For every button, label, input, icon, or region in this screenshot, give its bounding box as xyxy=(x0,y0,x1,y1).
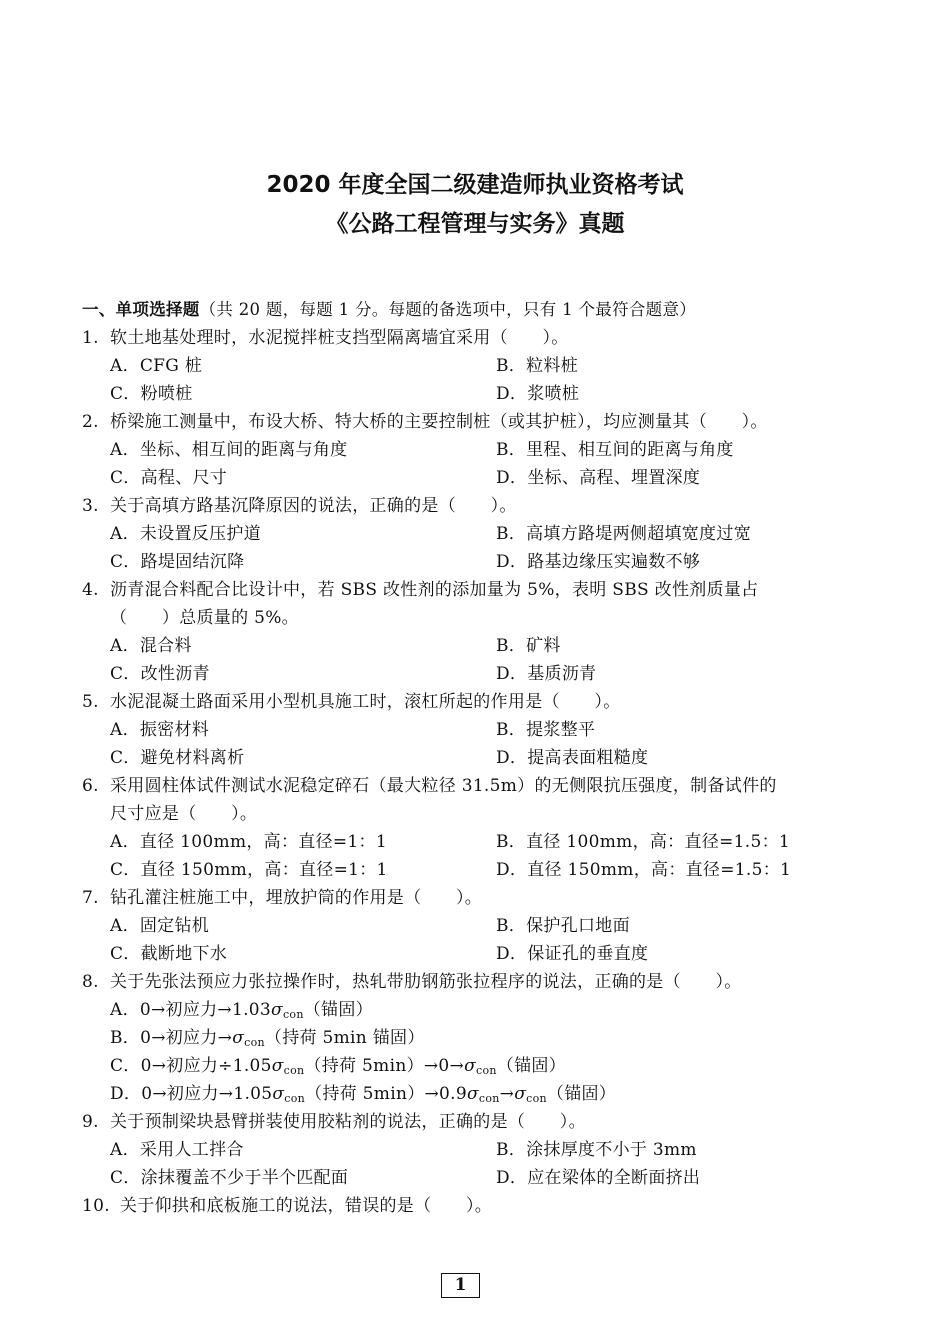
option-a: A．固定钻机 xyxy=(110,916,210,936)
option-d: D．路基边缘压实遍数不够 xyxy=(496,552,701,572)
question-stem: 关于先张法预应力张拉操作时，热轧带肋钢筋张拉程序的说法，正确的是（ ）。 xyxy=(110,972,742,992)
arrow: → xyxy=(499,1084,515,1104)
question-10 xyxy=(82,1195,492,1217)
question-3 xyxy=(82,495,517,517)
option-d: D．保证孔的垂直度 xyxy=(496,944,649,964)
subscript: con xyxy=(526,1092,547,1105)
question-number: 9. xyxy=(82,1112,99,1132)
question-stem: 软土地基处理时，水泥搅拌桩支挡型隔离墙宜采用（ ）。 xyxy=(110,328,569,348)
option-text: （持荷 5min）→0.9 xyxy=(305,1084,467,1104)
option-d: D．应在梁体的全断面挤出 xyxy=(496,1168,701,1188)
section-title: 一、单项选择题 xyxy=(82,300,200,319)
page-number: 1 xyxy=(441,1273,480,1298)
question-number: 4. xyxy=(82,580,99,600)
option-text: B．0→初应力→ xyxy=(110,1028,233,1048)
sigma-symbol: σ xyxy=(272,1084,285,1104)
option-a: A．采用人工拌合 xyxy=(110,1140,244,1160)
option-c: C．高程、尺寸 xyxy=(110,468,228,488)
question-stem: 水泥混凝土路面采用小型机具施工时，滚杠所起的作用是（ ）。 xyxy=(110,692,621,712)
question-stem: 采用圆柱体试件测试水泥稳定碎石（最大粒径 31.5m）的无侧限抗压强度，制备试件的 xyxy=(110,776,777,796)
option-d: D．直径 150mm，高：直径=1.5：1 xyxy=(496,860,792,880)
option-d: D．坐标、高程、埋置深度 xyxy=(496,468,701,488)
question-stem: 关于高填方路基沉降原因的说法，正确的是（ ）。 xyxy=(110,496,517,516)
option-a: A．直径 100mm，高：直径=1：1 xyxy=(110,832,387,852)
option-c: C．路堤固结沉降 xyxy=(110,552,245,572)
option-c: C．截断地下水 xyxy=(110,944,228,964)
option-b: B．涂抹厚度不小于 3mm xyxy=(496,1140,697,1160)
option-b: B．提浆整平 xyxy=(496,720,596,740)
sigma-symbol: σ xyxy=(232,1028,245,1048)
option-b: B．保护孔口地面 xyxy=(496,916,630,936)
question-number: 2. xyxy=(82,412,99,432)
option-text: D．0→初应力→1.05 xyxy=(110,1084,273,1104)
option-c: C．粉喷桩 xyxy=(110,384,193,404)
question-number: 5. xyxy=(82,692,99,712)
question-8 xyxy=(82,971,742,993)
option-text: （锚固） xyxy=(546,1084,617,1104)
page-subtitle: 《公路工程管理与实务》真题 xyxy=(325,211,625,237)
option-d: D．提高表面粗糙度 xyxy=(496,748,649,768)
question-4 xyxy=(82,579,758,601)
option-d: D．基质沥青 xyxy=(496,664,597,684)
option-text: （锚固） xyxy=(303,1000,373,1020)
option-text: （持荷 5min 锚固） xyxy=(264,1028,425,1048)
option-a: A．未设置反压护道 xyxy=(110,524,261,544)
subscript: con xyxy=(283,1064,305,1077)
option-c xyxy=(110,1055,566,1082)
option-b: B．直径 100mm，高：直径=1.5：1 xyxy=(496,832,790,852)
question-9 xyxy=(82,1111,586,1133)
option-text: （锚固） xyxy=(496,1056,566,1076)
option-a xyxy=(110,999,373,1026)
option-c: C．涂抹覆盖不少于半个匹配面 xyxy=(110,1168,349,1188)
sigma-symbol: σ xyxy=(271,1056,284,1076)
option-a: A．混合料 xyxy=(110,636,192,656)
option-c: C．直径 150mm，高：直径=1：1 xyxy=(110,860,388,880)
option-b: B．里程、相互间的距离与角度 xyxy=(496,440,734,460)
sigma-symbol: σ xyxy=(271,1000,283,1020)
subscript: con xyxy=(244,1036,265,1049)
question-number: 6. xyxy=(82,776,99,796)
option-b: B．矿料 xyxy=(496,636,561,656)
section-heading xyxy=(82,299,696,321)
question-6 xyxy=(82,775,777,797)
option-text: A．0→初应力→1.03 xyxy=(110,1000,272,1020)
option-d: D．浆喷桩 xyxy=(496,384,580,404)
question-stem: 桥梁施工测量中，布设大桥、特大桥的主要控制桩（或其护桩），均应测量其（ ）。 xyxy=(110,412,768,432)
question-1 xyxy=(82,327,569,349)
option-text: C．0→初应力÷1.05 xyxy=(110,1056,272,1076)
sigma-symbol: σ xyxy=(514,1084,527,1104)
question-5 xyxy=(82,691,621,713)
question-number: 10. xyxy=(82,1196,110,1216)
question-number: 3. xyxy=(82,496,99,516)
subscript: con xyxy=(284,1092,306,1105)
option-a: A．CFG 桩 xyxy=(110,356,203,376)
subscript: con xyxy=(282,1008,304,1021)
option-b: B．粒料桩 xyxy=(496,356,578,376)
subscript: con xyxy=(476,1064,497,1077)
question-number: 8. xyxy=(82,972,99,992)
option-d xyxy=(110,1083,616,1110)
option-c: C．避免材料离析 xyxy=(110,748,245,768)
question-stem: 沥青混合料配合比设计中，若 SBS 改性剂的添加量为 5%，表明 SBS 改性剂质量占 xyxy=(110,580,759,600)
sigma-symbol: σ xyxy=(466,1084,479,1104)
question-number: 7. xyxy=(82,888,99,908)
option-c: C．改性沥青 xyxy=(110,664,210,684)
question-stem-continued: 尺寸应是（ ）。 xyxy=(110,804,258,824)
question-number: 1. xyxy=(82,328,99,348)
question-stem: 关于预制梁块悬臂拼装使用胶粘剂的说法，正确的是（ ）。 xyxy=(110,1112,586,1132)
option-text: （持荷 5min）→0→ xyxy=(304,1056,465,1076)
page-title: 2020 年度全国二级建造师执业资格考试 xyxy=(266,172,684,198)
question-7 xyxy=(82,887,482,909)
sigma-symbol: σ xyxy=(464,1056,476,1076)
question-stem: 关于仰拱和底板施工的说法，错误的是（ ）。 xyxy=(120,1196,493,1216)
question-2 xyxy=(82,411,768,433)
option-a: A．坐标、相互间的距离与角度 xyxy=(110,440,348,460)
section-note: （共 20 题，每题 1 分。每题的备选项中，只有 1 个最符合题意） xyxy=(199,300,697,319)
option-b xyxy=(110,1027,425,1054)
question-stem-continued: （ ）总质量的 5%。 xyxy=(110,608,299,628)
question-stem: 钻孔灌注桩施工中，埋放护筒的作用是（ ）。 xyxy=(110,888,483,908)
subscript: con xyxy=(478,1092,500,1105)
option-b: B．高填方路堤两侧超填宽度过宽 xyxy=(496,524,751,544)
option-a: A．振密材料 xyxy=(110,720,210,740)
